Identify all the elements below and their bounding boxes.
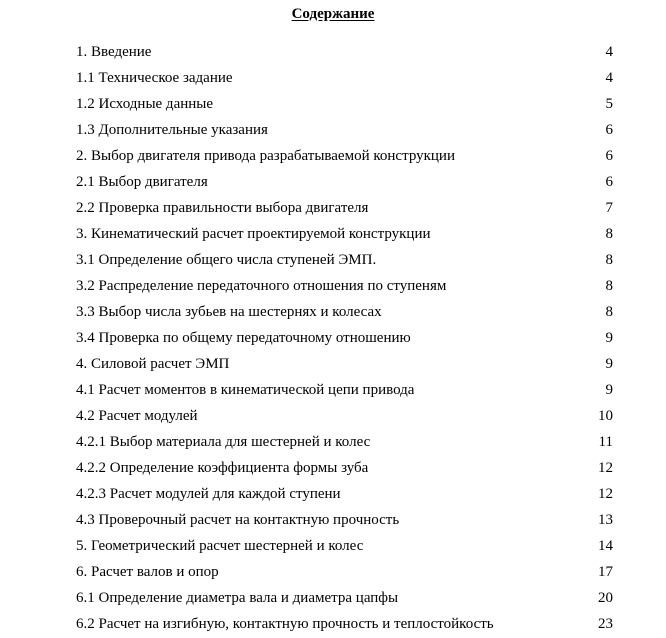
toc-entry-page-number: 8 [605, 278, 613, 294]
toc-entry-page-number: 9 [605, 382, 613, 398]
toc-entry [76, 222, 613, 248]
toc-entry-page-number: 9 [605, 330, 613, 346]
toc-entry [76, 430, 613, 456]
toc-entry [76, 274, 613, 300]
toc-entry [76, 586, 613, 612]
toc-entry-page-number: 14 [598, 538, 613, 554]
toc-entry-page-number: 10 [598, 408, 613, 424]
toc-entry [76, 534, 613, 560]
toc-entry-page-number: 12 [598, 460, 613, 476]
toc-entry [76, 118, 613, 144]
table-of-contents [76, 40, 613, 638]
toc-entry [76, 560, 613, 586]
toc-entry-title: 4.2.2 Определение коэффициента формы зуба [76, 460, 369, 476]
toc-entry [76, 326, 613, 352]
toc-entry [76, 248, 613, 274]
toc-entry-page-number: 6 [605, 174, 613, 190]
toc-entry [76, 352, 613, 378]
toc-entry-page-number: 11 [598, 434, 613, 450]
toc-entry-title: 3.1 Определение общего числа ступеней ЭМП. [76, 252, 377, 268]
toc-entry [76, 92, 613, 118]
toc-entry-title: 4. Силовой расчет ЭМП [76, 356, 230, 372]
toc-entry-title: 4.2.3 Расчет модулей для каждой ступени [76, 486, 341, 502]
toc-entry-title: 6.1 Определение диаметра вала и диаметра цапфы [76, 590, 399, 606]
toc-entry-title: 3. Кинематический расчет проектируемой конструкции [76, 226, 431, 242]
toc-heading-text: Содержание [291, 6, 375, 22]
toc-entry-title: 6. Расчет валов и опор [76, 564, 219, 580]
toc-entry-title: 4.2.1 Выбор материала для шестерней и колес [76, 434, 371, 450]
toc-entry-page-number: 20 [598, 590, 613, 606]
toc-entry [76, 300, 613, 326]
toc-entry-page-number: 23 [598, 616, 613, 632]
toc-entry [76, 170, 613, 196]
toc-entry-page-number: 17 [598, 564, 613, 580]
toc-entry-title: 2.2 Проверка правильности выбора двигателя [76, 200, 369, 216]
toc-entry-page-number: 7 [605, 200, 613, 216]
toc-entry [76, 508, 613, 534]
toc-entry-page-number: 8 [605, 226, 613, 242]
toc-entry-page-number: 6 [605, 148, 613, 164]
toc-entry-title: 3.4 Проверка по общему передаточному отношению [76, 330, 411, 346]
toc-entry-title: 2. Выбор двигателя привода разрабатываемой конструкции [76, 148, 455, 164]
toc-entry-title: 4.2 Расчет модулей [76, 408, 198, 424]
toc-entry-page-number: 4 [605, 70, 613, 86]
toc-entry-page-number: 6 [605, 122, 613, 138]
toc-entry-title: 6.2 Расчет на изгибную, контактную прочность и теплостойкость [76, 616, 494, 632]
toc-entry-title: 5. Геометрический расчет шестерней и колес [76, 538, 364, 554]
toc-entry-page-number: 9 [605, 356, 613, 372]
toc-entry-title: 1.1 Техническое задание [76, 70, 233, 86]
toc-entry [76, 612, 613, 638]
toc-entry [76, 144, 613, 170]
toc-entry [76, 378, 613, 404]
toc-entry-title: 1.2 Исходные данные [76, 96, 214, 112]
toc-entry-title: 4.3 Проверочный расчет на контактную прочность [76, 512, 400, 528]
toc-entry-title: 3.2 Распределение передаточного отношения по ступеням [76, 278, 447, 294]
toc-entry [76, 456, 613, 482]
toc-entry-title: 1. Введение [76, 44, 152, 60]
toc-entry-page-number: 8 [605, 252, 613, 268]
toc-entry [76, 482, 613, 508]
toc-entry-page-number: 12 [598, 486, 613, 502]
toc-entry-page-number: 8 [605, 304, 613, 320]
toc-entry-page-number: 5 [605, 96, 613, 112]
toc-entry-title: 2.1 Выбор двигателя [76, 174, 208, 190]
toc-entry-title: 1.3 Дополнительные указания [76, 122, 268, 138]
toc-heading [0, 4, 666, 24]
toc-entry [76, 196, 613, 222]
toc-entry [76, 40, 613, 66]
toc-entry-title: 3.3 Выбор числа зубьев на шестернях и колесах [76, 304, 382, 320]
toc-entry [76, 66, 613, 92]
toc-entry-page-number: 4 [605, 44, 613, 60]
toc-entry [76, 404, 613, 430]
toc-entry-page-number: 13 [598, 512, 613, 528]
toc-entry-title: 4.1 Расчет моментов в кинематической цепи привода [76, 382, 415, 398]
